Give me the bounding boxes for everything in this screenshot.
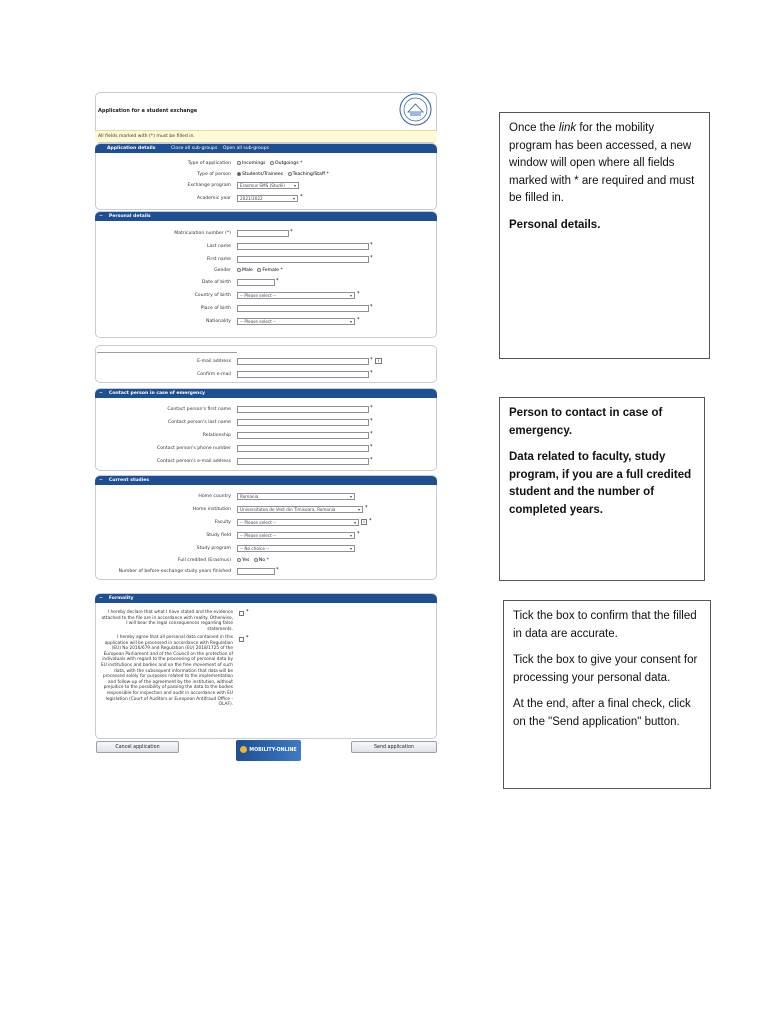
home-institution-label: Home institution — [192, 507, 231, 512]
study-field-row: Study field -- Please select -- ▾ * — [206, 531, 360, 538]
application-details-label: Application details — [107, 146, 156, 151]
contact-first-name-input[interactable] — [237, 406, 369, 413]
relationship-row: Relationship * — [202, 431, 373, 438]
declaration-checkbox[interactable] — [239, 611, 244, 616]
note1-bold: Personal details. — [509, 218, 601, 231]
outgoings-option: Outgoings — [275, 161, 299, 166]
home-country-select[interactable] — [237, 493, 355, 500]
place-of-birth-input[interactable] — [237, 305, 369, 312]
faculty-row: Faculty -- Please select -- ▾ i * — [214, 518, 372, 525]
confirm-email-input[interactable] — [237, 371, 369, 378]
contact-first-name-row: Contact person's first name * — [167, 405, 373, 412]
study-field-label: Study field — [206, 533, 231, 538]
academic-year-row: Academic year 2021/2022 ▾ * — [196, 194, 303, 201]
close-all-subgroups-link[interactable]: Close all sub-groups — [170, 146, 218, 151]
study-years-row: Number of before-exchange study years finished * — [118, 567, 279, 574]
collapse-icon: − — [99, 596, 103, 601]
exchange-program-label: Exchange program — [187, 183, 231, 188]
mobility-online-label: MOBILITY-ONLINE — [249, 748, 297, 753]
contact-phone-label: Contact person's phone number — [157, 446, 231, 451]
relationship-label: Relationship — [202, 433, 231, 438]
teaching-staff-radio[interactable] — [288, 172, 292, 176]
incomings-radio[interactable] — [237, 161, 241, 165]
country-of-birth-select[interactable] — [237, 292, 355, 299]
nationality-select[interactable] — [237, 318, 355, 325]
home-institution-value: Universitatea de Vest din Timisoara, Romania — [240, 507, 336, 512]
country-of-birth-label: Country of birth — [194, 293, 231, 298]
note2-para2: Data related to faculty, study program, if you are a full credited student and the number of completed years. — [509, 451, 692, 516]
email-row: E-mail address * i — [95, 357, 437, 366]
note1-text-pre: Once the — [509, 122, 559, 134]
place-of-birth-row: Place of birth * — [200, 304, 373, 311]
date-of-birth-input[interactable] — [237, 279, 275, 286]
first-name-label: First name — [206, 257, 231, 262]
outgoings-radio[interactable] — [270, 161, 274, 165]
chevron-down-icon: ▾ — [349, 533, 352, 538]
country-of-birth-value: -- Please select -- — [240, 293, 277, 298]
study-field-value: -- Please select -- — [240, 533, 277, 538]
study-years-label: Number of before-exchange study years finished — [118, 569, 231, 574]
collapse-icon: − — [99, 478, 103, 483]
date-of-birth-label: Date of birth — [201, 280, 231, 285]
study-program-select[interactable] — [237, 545, 355, 552]
students-option: Students/Trainees — [242, 172, 284, 177]
type-of-application-row: Type of application Incomings Outgoings * — [187, 161, 303, 166]
open-all-subgroups-link[interactable]: Open all sub-groups — [222, 146, 270, 151]
university-seal-logo — [399, 93, 432, 126]
matriculation-input[interactable] — [237, 230, 289, 237]
divider — [97, 352, 237, 353]
place-of-birth-label: Place of birth — [200, 306, 231, 311]
nationality-label: Nationality — [206, 319, 231, 324]
no-option: No — [258, 558, 266, 563]
note-formality — [503, 600, 711, 789]
note3-para3: At the end, after a final check, click on the "Send application" button. — [513, 698, 691, 728]
contact-phone-input[interactable] — [237, 445, 369, 452]
last-name-input[interactable] — [237, 243, 369, 250]
relationship-input[interactable] — [237, 432, 369, 439]
faculty-label: Faculty — [214, 520, 231, 525]
full-credited-label: Full credited (Erasmus) — [177, 558, 231, 563]
type-of-person-row: Type of person Students/Trainees Teaching/Staff * — [197, 172, 329, 177]
note2-para1: Person to contact in case of emergency. — [509, 407, 663, 437]
confirm-email-label: Confirm e-mail — [197, 372, 231, 377]
full-credited-row: Full credited (Erasmus) Yes No * — [177, 558, 269, 563]
note3-para1: Tick the box to confirm that the filled in data are accurate. — [513, 610, 697, 640]
declaration-text: I hereby declare that what I have stated and the evidence attached to the file are in accordance with reality. Otherwise, I will bear the legal consequences regarding false statements. — [101, 610, 233, 632]
academic-year-label: Academic year — [196, 196, 231, 201]
note-personal-details — [499, 112, 710, 359]
no-radio[interactable] — [254, 558, 258, 562]
required-notice: All fields marked with (*) must be filled in. — [95, 130, 437, 142]
male-radio[interactable] — [237, 268, 241, 272]
contact-email-label: Contact person's e-mail address — [156, 459, 231, 464]
date-of-birth-row: Date of birth * — [201, 278, 279, 285]
nationality-value: -- Please select -- — [240, 319, 277, 324]
globe-icon — [240, 746, 247, 753]
gender-row: Gender Male Female * — [214, 268, 283, 273]
collapse-icon: − — [99, 214, 103, 219]
contact-last-name-row: Contact person's last name * — [168, 418, 373, 425]
teaching-staff-option: Teaching/Staff — [292, 172, 326, 177]
exchange-program-value: Erasmus SMS (Studii) — [240, 183, 285, 188]
form-title: Application for a student exchange — [98, 108, 198, 114]
contact-first-name-label: Contact person's first name — [167, 407, 231, 412]
note3-para2: Tick the box to give your consent for processing your personal data. — [513, 654, 698, 684]
country-of-birth-row: Country of birth -- Please select -- ▾ * — [194, 291, 360, 298]
last-name-row: Last name * — [206, 242, 373, 249]
yes-radio[interactable] — [237, 558, 241, 562]
chevron-down-icon: ▾ — [357, 507, 360, 512]
first-name-input[interactable] — [237, 256, 369, 263]
students-radio[interactable] — [237, 172, 241, 176]
study-years-input[interactable] — [237, 568, 275, 575]
formality-bar[interactable] — [95, 594, 437, 603]
gender-label: Gender — [214, 268, 231, 273]
exchange-program-row — [95, 181, 437, 190]
home-country-label: Home country — [198, 494, 231, 499]
study-program-value: -- No choice -- — [240, 546, 270, 551]
current-studies-header: Current studies — [108, 478, 150, 483]
data-consent-checkbox[interactable] — [239, 637, 244, 642]
chevron-down-icon: ▾ — [349, 494, 352, 499]
chevron-down-icon: ▾ — [353, 520, 356, 525]
chevron-down-icon: ▾ — [349, 546, 352, 551]
application-details-bar — [95, 144, 437, 153]
chevron-down-icon: ▾ — [292, 196, 295, 201]
formality-header: Formality — [108, 596, 134, 601]
send-application-button[interactable]: Send application — [351, 741, 437, 753]
yes-option: Yes — [242, 558, 250, 563]
current-studies-bar[interactable] — [95, 476, 437, 485]
incomings-option: Incomings — [242, 161, 266, 166]
contact-email-input[interactable] — [237, 458, 369, 465]
contact-last-name-label: Contact person's last name — [168, 420, 231, 425]
confirm-email-row: Confirm e-mail * — [197, 370, 373, 377]
study-field-select[interactable] — [237, 532, 355, 539]
contact-last-name-input[interactable] — [237, 419, 369, 426]
contact-phone-row: Contact person's phone number * — [157, 444, 373, 451]
male-option: Male — [242, 268, 253, 273]
matriculation-row: Matriculation number (*) * — [174, 229, 293, 236]
academic-year-select[interactable] — [237, 195, 298, 202]
emergency-contact-header: Contact person in case of emergency — [108, 391, 206, 396]
home-institution-select[interactable] — [237, 506, 363, 513]
chevron-down-icon: ▾ — [293, 183, 296, 188]
note-emergency-studies — [499, 397, 705, 581]
female-option: Female — [262, 268, 279, 273]
data-consent-text: I hereby agree that all personal data contained in this application will be processed in accordance with Regulation (EU) No 2016/679 and Regulation (EU) 2018/1725 of the European Parliament and of the Council on the protection of individuals with regard to the processing of personal data by EU institutions and bodies and on the free movement of such data, with the subsequent information that data will be processed solely for purposes related to the implementation and follow-up of the agreement by the institution, without prejudice to the possibility of passing the data to the bodies responsible for inspection and audit in accordance with EU legislation (Court of Auditors or European Antifraud Office - OLAF). — [100, 635, 233, 708]
first-name-row: First name * — [206, 255, 373, 262]
type-of-application-label: Type of application — [187, 161, 231, 166]
emergency-contact-bar[interactable] — [95, 389, 437, 398]
faculty-value: -- Please select -- — [240, 520, 277, 525]
mobility-online-logo — [236, 740, 301, 761]
matriculation-label: Matriculation number (*) — [174, 231, 231, 236]
academic-year-value: 2021/2022 — [240, 196, 263, 201]
type-of-person-label: Type of person — [197, 172, 231, 177]
contact-email-row: Contact person's e-mail address * — [156, 457, 373, 464]
cancel-application-button[interactable]: Cancel application — [96, 741, 179, 753]
study-program-label: Study program — [196, 546, 231, 551]
last-name-label: Last name — [206, 244, 231, 249]
note1-text-post: for the mobility program has been accessed, a new window will open where all fields marked with * are required and must be filled in. — [509, 122, 695, 204]
info-icon[interactable]: i — [375, 358, 382, 364]
email-label: E-mail address — [197, 359, 231, 364]
home-institution-row: Home institution Universitatea de Vest din Timisoara, Romania ▾ * — [192, 505, 368, 512]
info-icon[interactable]: i — [361, 519, 367, 525]
note1-link-word: link — [558, 122, 577, 134]
chevron-down-icon: ▾ — [349, 319, 352, 324]
personal-details-bar[interactable] — [95, 212, 437, 221]
email-input[interactable] — [237, 358, 369, 365]
personal-details-header: Personal details — [108, 214, 151, 219]
faculty-select[interactable] — [237, 519, 359, 526]
home-country-row — [95, 492, 437, 501]
nationality-row: Nationality -- Please select -- ▾ * — [206, 317, 360, 324]
chevron-down-icon: ▾ — [349, 293, 352, 298]
exchange-program-select[interactable] — [237, 182, 299, 189]
female-radio[interactable] — [257, 268, 261, 272]
collapse-icon: − — [99, 391, 103, 396]
study-program-row — [95, 544, 437, 553]
home-country-value: Romania — [240, 494, 259, 499]
